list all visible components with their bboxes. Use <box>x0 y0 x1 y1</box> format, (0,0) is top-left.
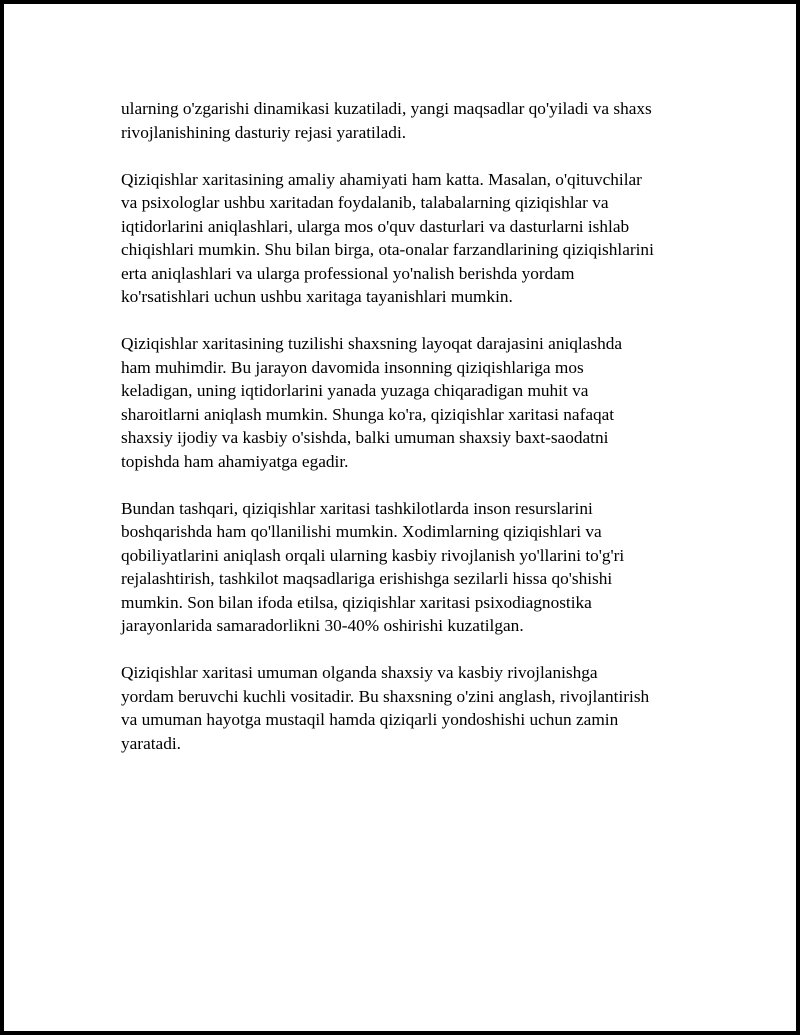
text-line: ham muhimdir. Bu jarayon davomida insonning qiziqishlariga mos <box>121 357 584 377</box>
paragraph-1 <box>121 97 711 144</box>
text-line: chiqishlari mumkin. Shu bilan birga, ota-onalar farzandlarining qiziqishlarini <box>121 240 654 259</box>
text-line: sharoitlarni aniqlash mumkin. Shunga ko'ra, qiziqishlar xaritasi nafaqat <box>121 404 615 424</box>
text-line: Qiziqishlar xaritasining amaliy ahamiyati ham katta. Masalan, o'qituvchilar <box>121 169 642 189</box>
text-line: topishda ham ahamiyatga egadir. <box>121 451 349 471</box>
paragraph-2 <box>121 168 711 309</box>
text-line: iqtidorlarini aniqlashlari, ularga mos o'quv dasturlari va dasturlarni ishlab <box>121 216 630 236</box>
text-line: shaxsiy ijodiy va kasbiy o'sishda, balki umuman shaxsiy baxt-saodatni <box>121 428 609 447</box>
paragraph-5 <box>121 661 711 755</box>
text-line: yaratadi. <box>121 733 181 753</box>
paragraph-4 <box>121 497 711 638</box>
text-line: jarayonlarida samaradorlikni 30-40% oshirishi kuzatilgan. <box>121 616 524 635</box>
text-line: ularning o'zgarishi dinamikasi kuzatiladi, yangi maqsadlar qo'yiladi va shaxs <box>121 99 652 118</box>
paragraph-3 <box>121 332 711 473</box>
text-line: yordam beruvchi kuchli vositadir. Bu shaxsning o'zini anglash, rivojlantirish <box>121 686 650 706</box>
text-line: mumkin. Son bilan ifoda etilsa, qiziqishlar xaritasi psixodiagnostika <box>121 592 592 612</box>
text-line: Qiziqishlar xaritasining tuzilishi shaxsning layoqat darajasini aniqlashda <box>121 334 623 353</box>
text-line: va umuman hayotga mustaqil hamda qiziqarli yondoshishi uchun zamin <box>121 710 619 729</box>
text-line: erta aniqlashlari va ularga professional yo'nalish berishda yordam <box>121 263 575 283</box>
text-line: boshqarishda ham qo'llanilishi mumkin. Xodimlarning qiziqishlari va <box>121 522 602 541</box>
text-line: rejalashtirish, tashkilot maqsadlariga erishishga sezilarli hissa qo'shishi <box>121 569 613 588</box>
text-line: va psixologlar ushbu xaritadan foydalanib, talabalarning qiziqishlar va <box>121 193 609 212</box>
text-line: rivojlanishining dasturiy rejasi yaratiladi. <box>121 122 407 142</box>
text-line: keladigan, uning iqtidorlarini yanada yuzaga chiqaradigan muhit va <box>121 381 589 400</box>
text-line: Bundan tashqari, qiziqishlar xaritasi tashkilotlarda inson resurslarini <box>121 498 593 518</box>
text-line: ko'rsatishlari uchun ushbu xaritaga tayanishlari mumkin. <box>121 287 513 306</box>
document-body <box>121 97 711 779</box>
text-line: qobiliyatlarini aniqlash orqali ularning kasbiy rivojlanish yo'llarini to'g'ri <box>121 545 625 565</box>
text-line: Qiziqishlar xaritasi umuman olganda shaxsiy va kasbiy rivojlanishga <box>121 663 598 682</box>
